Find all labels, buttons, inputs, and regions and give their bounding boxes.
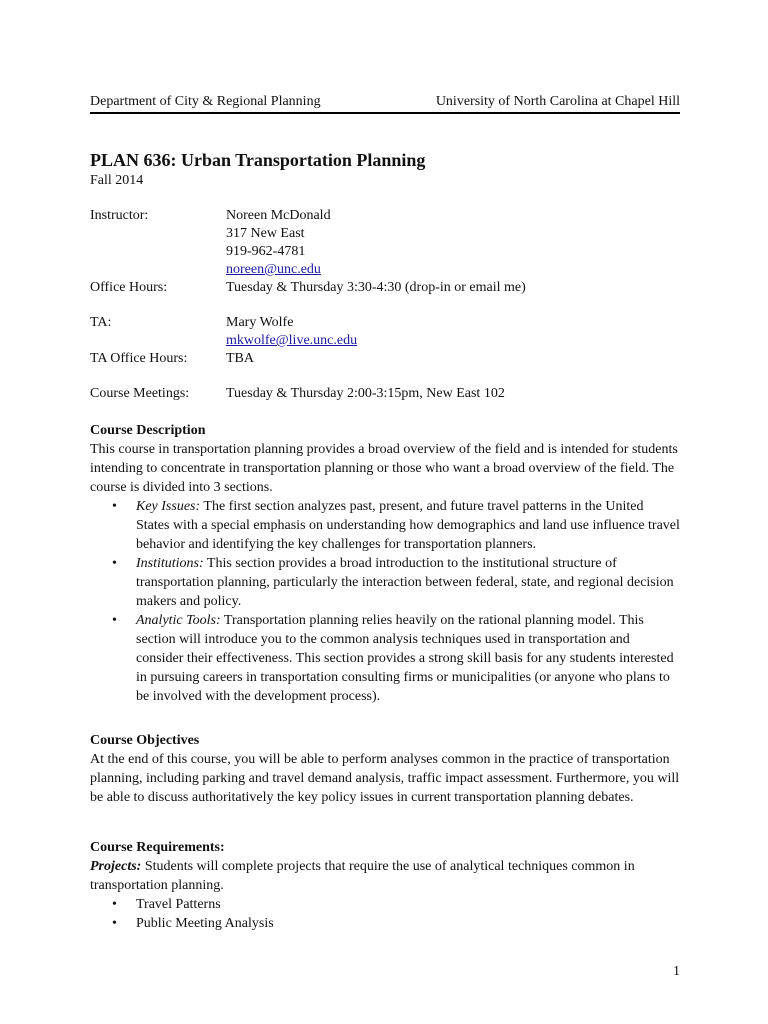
course-title: PLAN 636: Urban Transportation Planning [90,150,426,170]
instructor-office-row [90,224,680,243]
department-name: Department of City & Regional Planning [90,94,321,109]
list-item-term: Key Issues: [136,499,201,514]
list-item [90,914,680,933]
course-sections-list [90,497,680,706]
projects-list [90,895,680,933]
page-header [90,92,680,114]
course-meetings-row [90,384,680,403]
instructor-phone-row [90,242,680,261]
ta-row [90,313,680,332]
ta-email-link[interactable]: mkwolfe@live.unc.edu [226,333,358,348]
bullet-marker: • [112,897,117,912]
instructor-label: Instructor: [90,208,149,223]
instructor-email-row [90,260,680,279]
course-description-intro: This course in transportation planning provides a broad overview of the field and is intended for students intending to concentrate in transportation planning or those who want a broad overview of the field. The course is divided into 3 sections. [90,442,678,495]
instructor-email-link[interactable]: noreen@unc.edu [226,262,321,277]
list-item [90,895,680,914]
projects-text: Students will complete projects that require the use of analytical techniques common in transportation planning. [90,859,635,893]
list-item [90,611,680,706]
office-hours-value: Tuesday & Thursday 3:30-4:30 (drop-in or email me) [226,280,526,295]
course-objectives-heading: Course Objectives [90,733,200,748]
course-meetings-value: Tuesday & Thursday 2:00-3:15pm, New East 102 [226,386,505,401]
instructor-office: 317 New East [226,226,305,241]
list-item-text: The first section analyzes past, present, and future travel patterns in the United States with a special emphasis on understanding how demographics and land use influence travel behavior and identifying the key challenges for transportation planners. [136,499,680,552]
list-item-term: Analytic Tools: [136,613,221,628]
course-description-section [90,421,680,706]
bullet-marker: • [112,556,117,571]
course-requirements-heading: Course Requirements: [90,840,225,855]
list-item-text: This section provides a broad introduction to the institutional structure of transportation planning, particularly the interaction between federal, state, and regional decision makers and policy. [136,556,674,609]
course-term: Fall 2014 [90,173,144,188]
ta-office-hours-value: TBA [226,351,254,366]
list-item-text: Transportation planning relies heavily on the rational planning model. This section will introduce you to the common analysis techniques used in transportation and consider their effectiveness. This section provides a strong skill basis for any students interested in pursuing careers in transportation consulting firms or municipalities (or anyone who plans to be involved with the development process). [136,613,674,704]
bullet-marker: • [112,916,117,931]
ta-office-hours-row [90,349,680,368]
list-item [90,497,680,554]
page-number: 1 [673,964,680,979]
university-name: University of North Carolina at Chapel Hill [435,94,680,109]
list-item [90,554,680,611]
instructor-phone: 919-962-4781 [226,244,306,259]
syllabus-page [90,0,680,1024]
office-hours-label: Office Hours: [90,280,168,295]
ta-name: Mary Wolfe [226,315,294,330]
course-objectives-section [90,731,680,807]
projects-paragraph [90,857,680,895]
course-description-heading: Course Description [90,423,206,438]
ta-label: TA: [90,315,112,330]
office-hours-row [90,278,680,297]
projects-label: Projects: [90,859,142,874]
course-meetings-label: Course Meetings: [90,386,190,401]
course-objectives-text: At the end of this course, you will be able to perform analyses common in the practice of transportation planning, including parking and travel demand analysis, traffic impact assessment. Furthermore, you will be able to discuss authoritatively the key policy issues in current transportation planning debates. [90,752,680,805]
course-requirements-section [90,838,680,933]
ta-office-hours-label: TA Office Hours: [90,351,188,366]
list-item-text: Travel Patterns [136,897,221,912]
bullet-marker: • [112,613,117,628]
instructor-row [90,206,680,225]
ta-email-row [90,331,680,350]
list-item-term: Institutions: [136,556,204,571]
instructor-name: Noreen McDonald [226,208,331,223]
bullet-marker: • [112,499,117,514]
list-item-text: Public Meeting Analysis [136,916,274,931]
